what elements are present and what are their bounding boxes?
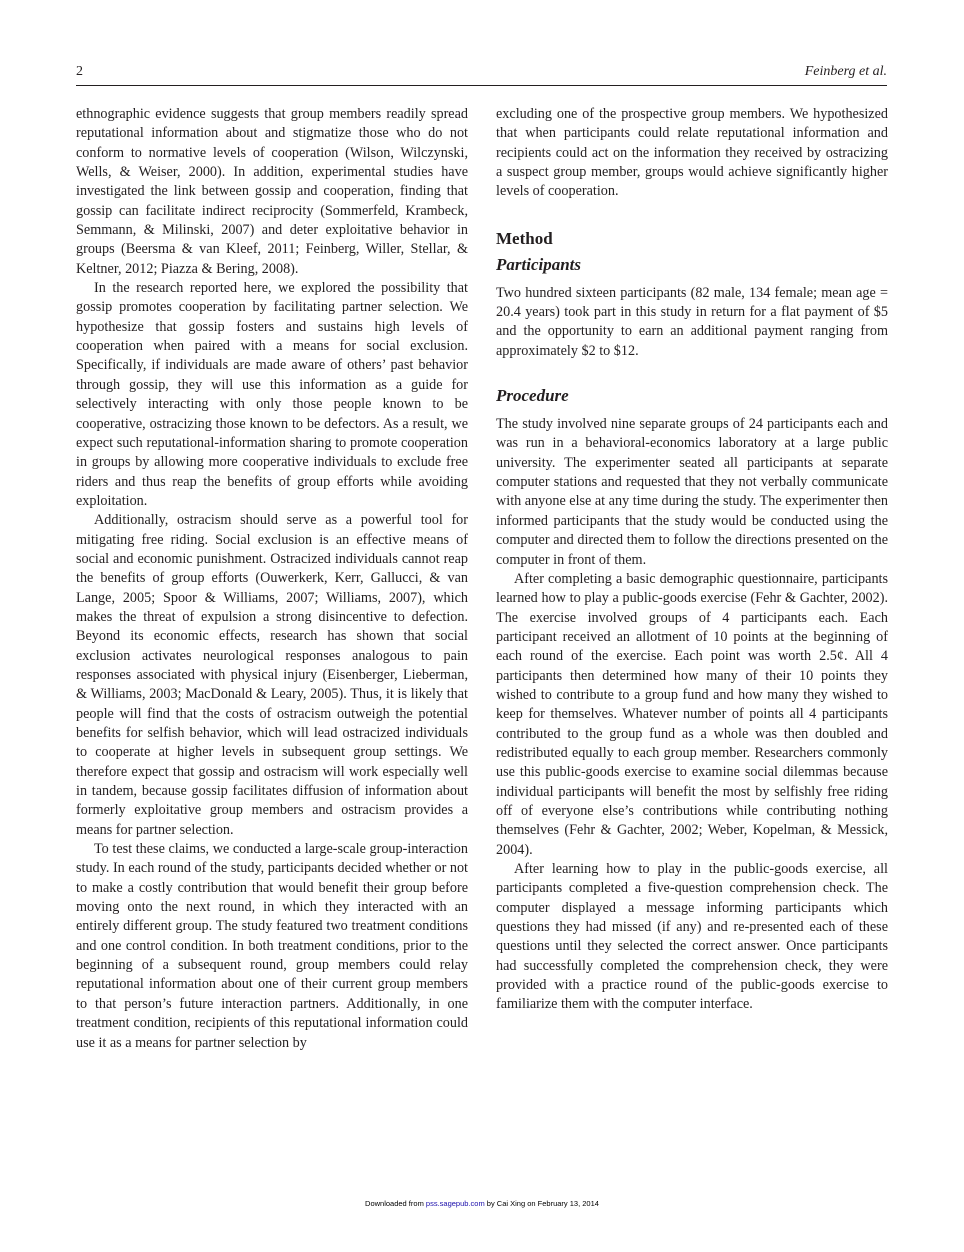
body-paragraph: Additionally, ostracism should serve as a powerful tool for mitigating free riding. Social exclusion is an effective means of social and economic punishment. Ostracized individuals cannot reap the benefits of group efforts (Ouwerkerk, Kerr, Gallucci, & van Lange, 2005; Spoor & Williams, 2007; Williams, 2007), which makes the threat of expulsion a strong disincentive to defection. Beyond its economic effects, research has shown that social exclusion activates neurological responses analogous to pain responses associated with physical injury (Eisenberger, Lieberman, & Williams, 2003; MacDonald & Leary, 2005). Thus, it is likely that people will find that the costs of ostracism outweigh the potential benefits for selfish behavior, which will lead ostracized individuals to cooperate at higher levels in subsequent group settings. We therefore expect that gossip and ostracism will work especially well in tandem, because gossip facilitates diffusion of information about formerly exploitative group members and ostracism provides a means for partner selection. [76, 512, 468, 838]
body-paragraph: excluding one of the prospective group members. We hypothesized that when participants could relate reputational information and recipients could act on the information they received by ostracizing a suspect group member, groups would achieve significantly higher levels of cooperation. [496, 106, 888, 200]
footer-prefix: Downloaded from [365, 1199, 426, 1208]
download-footer [0, 1199, 964, 1208]
header-rule [76, 85, 887, 86]
left-column [76, 105, 468, 1053]
body-paragraph: In the research reported here, we explored the possibility that gossip promotes cooperation by facilitating partner selection. We hypothesize that gossip fosters and sustains high levels of cooperation when paired with a means for social exclusion. Specifically, if individuals are made aware of others’ past behavior through gossip, they will use this information as a guide for selectively interacting with only those people known to be cooperative, ostracizing those known to be defectors. As a result, we expect such reputational-information sharing to promote cooperation in groups by allowing more cooperative individuals to exclude free riders and thus reap the benefits of group efforts while avoiding exploitation. [76, 280, 468, 509]
procedure-heading: Procedure [496, 386, 569, 406]
procedure-paragraph: After completing a basic demographic questionnaire, participants learned how to play a public-goods exercise (Fehr & Gachter, 2002). The exercise involved groups of 4 participants each. Each participant received an allotment of 10 points at the beginning of each round of the exercise. Each point was worth 2.5¢. All 4 participants then determined how many of their 10 points they wished to contribute to a group fund and how many they wished to keep for themselves. Whatever number of points all 4 participants contributed to the group fund as a whole was then doubled and redistributed equally to each group member. Researchers commonly use this public-goods exercise to examine social dilemmas because individual participants will benefit the most by selfishly free riding off of everyone else’s contributions while contributing nothing themselves (Fehr & Gachter, 2002; Weber, Kopelman, & Messick, 2004). [496, 570, 888, 858]
body-paragraph: To test these claims, we conducted a large-scale group-interaction study. In each round of the study, participants decided whether or not to make a costly contribution that would benefit their group before moving onto the next round, in which they interacted with an entirely different group. The study featured two treatment conditions and one control condition. In both treatment conditions, prior to the beginning of a subsequent round, group members could relay reputational information about one of their current group members to that person’s future interaction partners. Additionally, in one treatment condition, recipients of this reputational information could use it as a means for partner selection by [76, 841, 468, 1051]
procedure-paragraph: The study involved nine separate groups of 24 participants each and was run in a behavioral-economics laboratory at a large public university. The experimenter seated all participants at separate computer stations and requested that they not verbally communicate with anyone else at any time during the study. The experimenter then informed participants that the study would be conducted using the computer and directed them to follow the directions presented on the computer in front of them. [496, 416, 889, 568]
footer-suffix: by Cai Xing on February 13, 2014 [484, 1199, 599, 1208]
procedure-paragraph: After learning how to play in the public-goods exercise, all participants completed a five-question comprehension check. The computer displayed a message informing participants which questions they had missed (if any) and re-presented each of these questions until they selected the correct answer. Once participants had successfully completed the comprehension check, they were provided with a practice round of the public-goods exercise to familiarize them with the computer interface. [496, 861, 888, 1013]
participants-heading: Participants [496, 254, 582, 274]
footer-link[interactable]: pss.sagepub.com [425, 1199, 485, 1208]
page-number: 2 [76, 64, 83, 79]
right-column [496, 105, 888, 1015]
running-head: Feinberg et al. [804, 64, 887, 79]
body-paragraph: ethnographic evidence suggests that group members readily spread reputational information about and stigmatize those who do not conform to normative levels of cooperation (Wilson, Wilczynski, Wells, & Weiser, 2000). In addition, experimental studies have investigated the link between gossip and cooperation, finding that gossip can facilitate indirect reciprocity (Sommerfeld, Krambeck, Semmann, & Milinski, 2007) and deter exploitative behavior in groups (Beersma & van Kleef, 2011; Feinberg, Willer, Stellar, & Keltner, 2012; Piazza & Bering, 2008). [76, 106, 468, 277]
method-heading: Method [496, 228, 553, 248]
participants-paragraph: Two hundred sixteen participants (82 male, 134 female; mean age = 20.4 years) took part in this study in return for a flat payment of $5 and the opportunity to earn an additional payment ranging from approximately $2 to $12. [496, 284, 888, 359]
